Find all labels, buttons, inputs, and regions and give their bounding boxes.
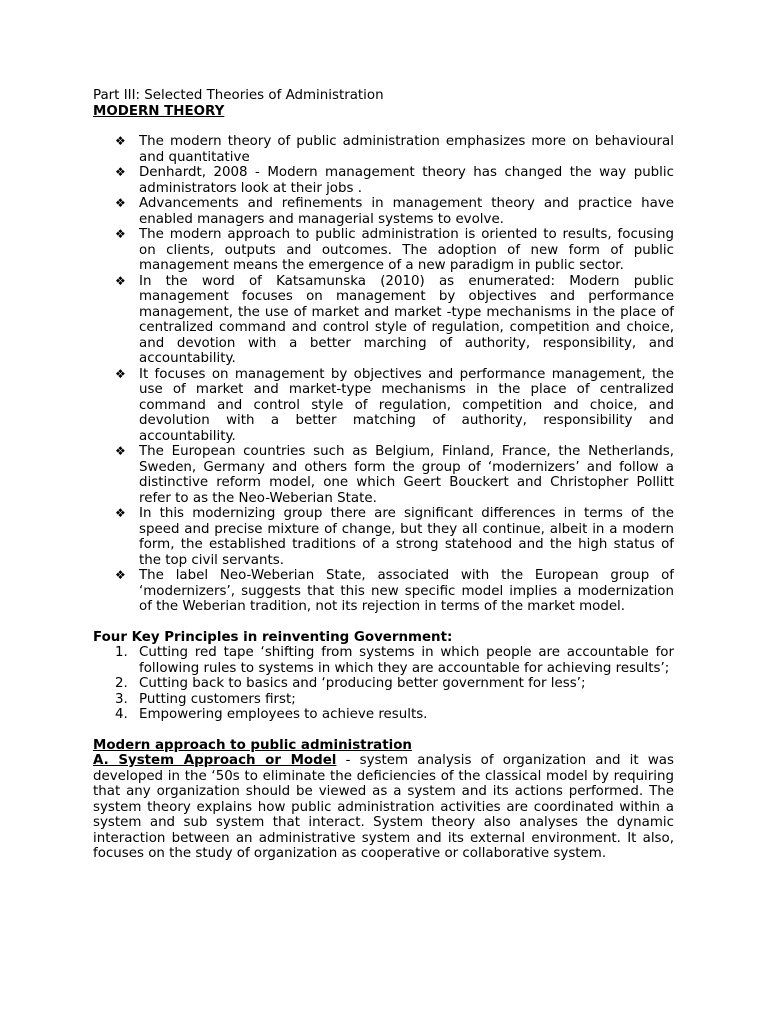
principle-text: Empowering employees to achieve results. xyxy=(139,707,428,722)
principle-number: 3. xyxy=(115,691,128,707)
modern-approach-title: Modern approach to public administration xyxy=(93,737,412,753)
diamond-bullet-icon: ❖ xyxy=(115,196,126,210)
part-title: Part III: Selected Theories of Administration xyxy=(93,88,384,103)
modern-theory-title: MODERN THEORY xyxy=(93,103,225,119)
bullet-text: Advancements and refinements in management theory and practice have enabled managers and managerial systems to evolve. xyxy=(139,196,674,227)
principles-list xyxy=(93,645,674,723)
principle-number: 2. xyxy=(115,676,128,691)
bullet-item xyxy=(93,165,674,196)
bullet-item xyxy=(93,227,674,274)
bullet-item xyxy=(93,506,674,568)
diamond-bullet-icon: ❖ xyxy=(115,366,126,381)
bullet-text: Denhardt, 2008 - Modern management theory has changed the way public administrators look at their jobs . xyxy=(139,165,674,196)
bullet-item xyxy=(93,274,674,367)
bullet-item xyxy=(93,444,674,506)
bullet-text: It focuses on management by objectives and performance management, the use of market and market-type mechanisms in the place of centralized command and control style of regulation, competition and choice, and devolution with a better matching of authority, responsibility and accountability. xyxy=(139,366,674,444)
diamond-bullet-icon: ❖ xyxy=(115,568,126,582)
principle-text: Cutting back to basics and ‘producing better government for less’; xyxy=(139,676,586,691)
modern-theory-bullet-list xyxy=(93,134,674,615)
principle-text: Cutting red tape ‘shifting from systems in which people are accountable for following rules to systems in which they are accountable for achieving results’; xyxy=(139,645,674,676)
principle-item xyxy=(93,676,674,692)
diamond-bullet-icon: ❖ xyxy=(115,444,126,458)
bullet-item xyxy=(93,367,674,445)
bullet-text: The European countries such as Belgium, Finland, France, the Netherlands, Sweden, Germany and others form the group of ‘modernizers’ and follow a distinctive reform model, one which Geert Bouckert and Christopher Pollitt refer to as the Neo-Weberian State. xyxy=(139,444,674,506)
system-approach-paragraph xyxy=(93,753,674,862)
diamond-bullet-icon: ❖ xyxy=(115,273,126,288)
bullet-item xyxy=(93,568,674,615)
principles-title: Four Key Principles in reinventing Government: xyxy=(93,629,453,645)
system-approach-text: - system analysis of organization and it was developed in the ‘50s to eliminate the deficiencies of the classical model by requiring that any organization should be viewed as a system and its actions performed. The system theory explains how public administration activities are coordinated within a system and sub system that interact. System theory also analyses the dynamic interaction between an administrative system and its external environment. It also, focuses on the study of organization as cooperative or collaborative system. xyxy=(93,753,674,861)
bullet-text: In the word of Katsamunska (2010) as enumerated: Modern public management focuses on management by objectives and performance management, the use of market and market -type mechanisms in the place of centralized command and control style of regulation, competition and choice, and devotion with a better marching of authority, responsibility, and accountability. xyxy=(139,273,674,366)
bullet-item xyxy=(93,196,674,227)
system-approach-heading: A. System Approach or Model xyxy=(93,753,337,768)
principle-text: Putting customers first; xyxy=(139,691,296,707)
diamond-bullet-icon: ❖ xyxy=(115,165,126,179)
diamond-bullet-icon: ❖ xyxy=(115,134,126,148)
principle-item xyxy=(93,645,674,676)
bullet-item xyxy=(93,134,674,165)
bullet-text: In this modernizing group there are significant differences in terms of the speed and precise mixture of change, but they all continue, albeit in a modern form, the established traditions of a strong statehood and the high status of the top civil servants. xyxy=(139,506,674,568)
principle-item xyxy=(93,692,674,708)
diamond-bullet-icon: ❖ xyxy=(115,227,126,241)
bullet-text: The label Neo-Weberian State, associated with the European group of ‘modernizers’, suggests that this new specific model implies a modernization of the Weberian tradition, not its rejection in terms of the market model. xyxy=(139,568,674,614)
principle-number: 1. xyxy=(115,645,128,660)
document-content xyxy=(93,88,674,862)
principle-item xyxy=(93,707,674,723)
bullet-text: The modern theory of public administration emphasizes more on behavioural and quantitative xyxy=(139,134,674,165)
bullet-text: The modern approach to public administration is oriented to results, focusing on clients, outputs and outcomes. The adoption of new form of public management means the emergence of a new paradigm in public sector. xyxy=(139,227,674,273)
diamond-bullet-icon: ❖ xyxy=(115,506,126,520)
principle-number: 4. xyxy=(115,707,128,722)
